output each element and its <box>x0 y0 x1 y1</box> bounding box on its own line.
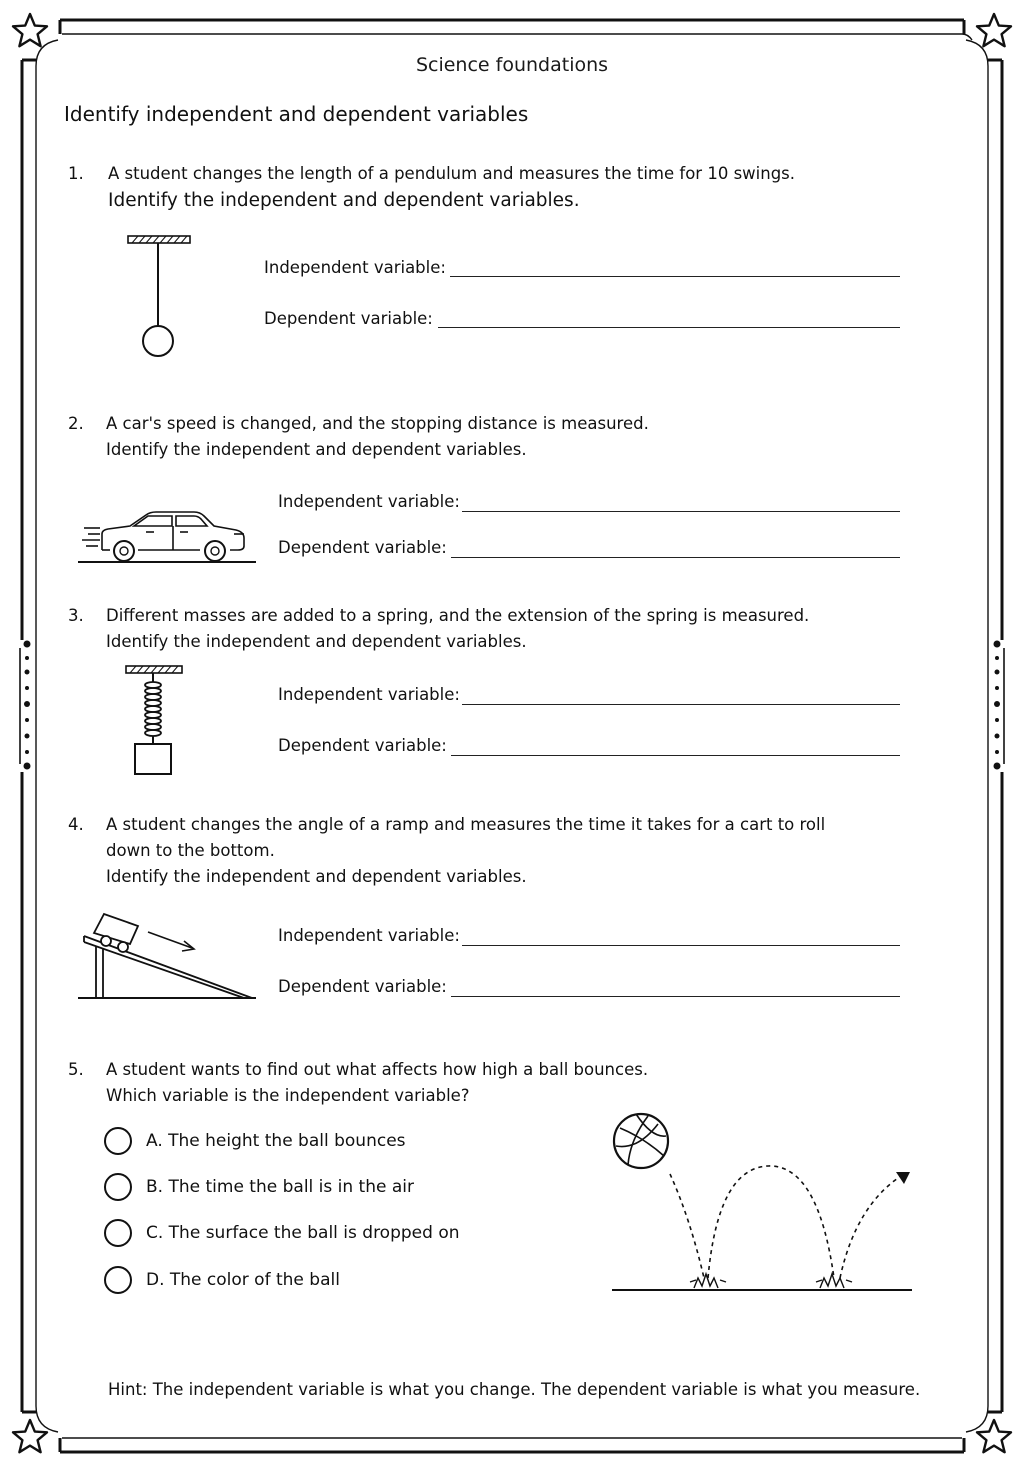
question-text: A student changes the length of a pendulum and measures the time for 10 swings. <box>108 164 796 183</box>
independent-variable-blank-q3[interactable] <box>462 704 900 705</box>
independent-variable-label: Independent variable: <box>278 685 460 704</box>
answer-option-label: D. The color of the ball <box>146 1270 340 1290</box>
question-instruction: Identify the independent and dependent variables. <box>106 440 527 459</box>
independent-variable-label: Independent variable: <box>278 492 460 511</box>
question-instruction: Identify the independent and dependent variables. <box>108 190 580 211</box>
question-number: 4. <box>68 815 84 834</box>
answer-option-a[interactable] <box>104 1124 406 1158</box>
dependent-variable-blank-q4[interactable] <box>451 996 900 997</box>
question-number: 3. <box>68 606 84 625</box>
dependent-variable-blank-q2[interactable] <box>451 557 900 558</box>
answer-option-d[interactable] <box>104 1263 340 1297</box>
dependent-variable-label: Dependent variable: <box>278 977 447 996</box>
star-icon <box>977 14 1011 46</box>
independent-variable-blank-q2[interactable] <box>462 511 900 512</box>
dependent-variable-blank-q1[interactable] <box>438 327 900 328</box>
question-instruction: Identify the independent and dependent variables. <box>106 867 527 886</box>
star-icon <box>13 14 47 46</box>
question-instruction: Which variable is the independent variable? <box>106 1086 470 1105</box>
dependent-variable-blank-q3[interactable] <box>451 755 900 756</box>
independent-variable-label: Independent variable: <box>264 258 446 277</box>
radio-button[interactable] <box>104 1127 132 1155</box>
spring-icon <box>120 662 190 778</box>
independent-variable-blank-q4[interactable] <box>462 945 900 946</box>
dependent-variable-label: Dependent variable: <box>278 538 447 557</box>
answer-option-b[interactable] <box>104 1170 414 1204</box>
question-text: A student changes the angle of a ramp and measures the time it takes for a cart to roll <box>106 815 826 834</box>
car-icon <box>76 506 258 568</box>
question-text: A car's speed is changed, and the stopping distance is measured. <box>106 414 649 433</box>
radio-button[interactable] <box>104 1173 132 1201</box>
question-text: Different masses are added to a spring, and the extension of the spring is measured. <box>106 606 810 625</box>
independent-variable-label: Independent variable: <box>278 926 460 945</box>
pendulum-icon <box>120 230 200 360</box>
hint-text: Hint: The independent variable is what you change. The dependent variable is what you measure. <box>108 1380 921 1399</box>
answer-option-c[interactable] <box>104 1216 460 1250</box>
question-instruction: Identify the independent and dependent variables. <box>106 632 527 651</box>
radio-button[interactable] <box>104 1266 132 1294</box>
answer-option-label: C. The surface the ball is dropped on <box>146 1223 460 1243</box>
worksheet-title: Identify independent and dependent variables <box>64 102 529 126</box>
question-text-continued: down to the bottom. <box>106 841 275 860</box>
answer-option-label: A. The height the ball bounces <box>146 1131 406 1151</box>
question-number: 5. <box>68 1060 84 1079</box>
question-number: 2. <box>68 414 84 433</box>
dependent-variable-label: Dependent variable: <box>278 736 447 755</box>
dependent-variable-label: Dependent variable: <box>264 309 433 328</box>
question-number: 1. <box>68 164 84 183</box>
bouncing-ball-icon <box>608 1108 918 1298</box>
answer-option-label: B. The time the ball is in the air <box>146 1177 414 1197</box>
ramp-cart-icon <box>76 906 260 1004</box>
question-text: A student wants to find out what affects how high a ball bounces. <box>106 1060 649 1079</box>
radio-button[interactable] <box>104 1219 132 1247</box>
independent-variable-blank-q1[interactable] <box>450 276 900 277</box>
page-header-title: Science foundations <box>415 54 609 76</box>
